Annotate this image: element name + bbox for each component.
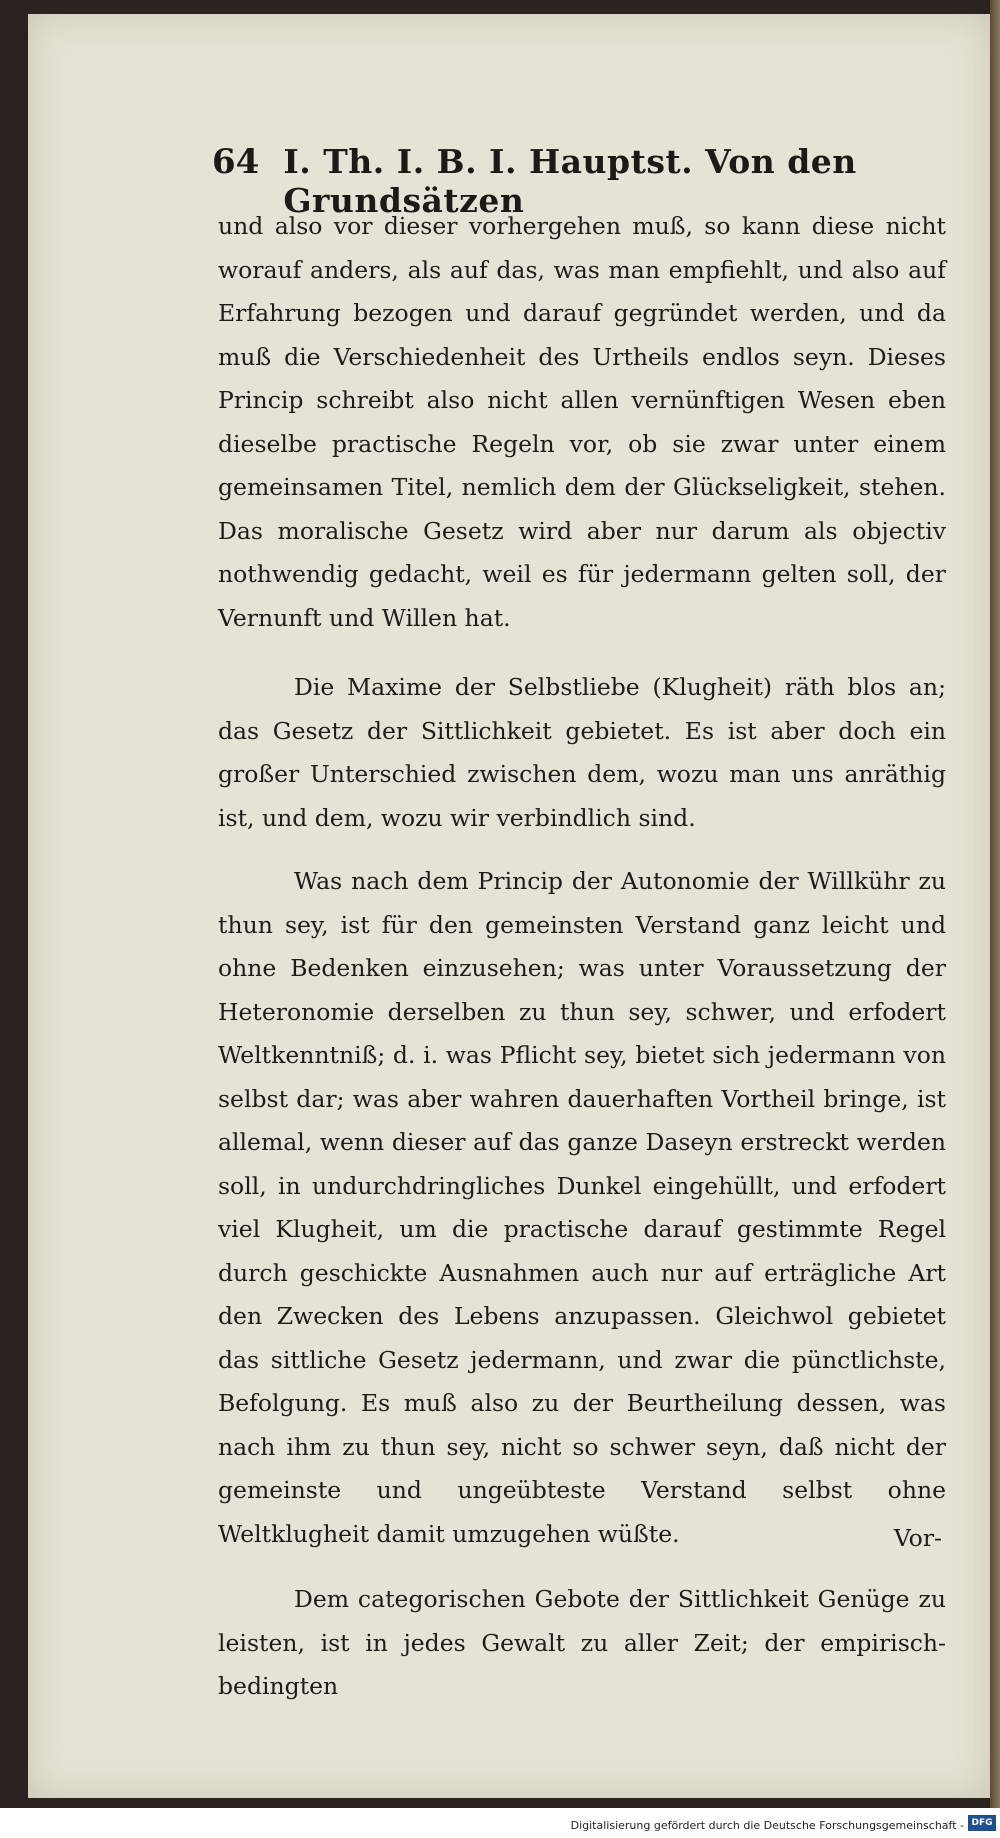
paragraph-1: und also vor dieser vorhergehen muß, so kann diese nicht worauf anders, als auf das, was man empfiehlt, und also auf Erfahrung bezogen und darauf gegründet werden, und da muß die Verschiedenheit des Urtheils endlos seyn. Dieses Princip schreibt also nicht allen vernünftigen Wesen eben dieselbe practische Regeln vor, ob sie zwar unter einem gemeinsamen Titel, nemlich dem der Glückseligkeit, stehen. Das moralische Gesetz wird aber nur darum als objectiv nothwendig gedacht, weil es für jedermann gelten soll, der Vernunft und Willen hat. [218,212,946,632]
dfg-logo: DFG [968,1815,996,1831]
paragraph-4: Dem categorischen Gebote der Sittlichkeit Genüge zu leisten, ist in jedes Gewalt zu aller Zeit; der empirisch-bedingten [218,1585,946,1700]
page-edge [990,0,1000,1808]
running-head: I. Th. I. B. I. Hauptst. Von den Grundsätzen [283,142,857,220]
page-number: 64 [212,142,260,182]
body-text [218,205,946,1709]
paragraph-3: Was nach dem Princip der Autonomie der Willkühr zu thun sey, ist für den gemeinsten Verstand ganz leicht und ohne Bedenken einzusehen; was unter Voraussetzung der Heteronomie derselben zu thun sey, schwer, und erfodert Weltkenntniß; d. i. was Pflicht sey, bietet sich jedermann von selbst dar; was aber wahren dauerhaften Vortheil bringe, ist allemal, wenn dieser auf das ganze Daseyn erstreckt werden soll, in undurchdringliches Dunkel eingehüllt, und erfodert viel Klugheit, um die practische darauf gestimmte Regel durch geschickte Ausnahmen auch nur auf erträgliche Art den Zwecken des Lebens anzupassen. Gleichwol gebietet das sittliche Gesetz jedermann, und zwar die pünctlichste, Befolgung. Es muß also zu der Beurtheilung dessen, was nach ihm zu thun sey, nicht so schwer seyn, daß nicht der gemeinste und ungeübteste Verstand selbst ohne Weltklugheit damit umzugehen wüßte. [218,867,946,1548]
catchword: Vor- [893,1524,942,1552]
funding-credit: Digitalisierung gefördert durch die Deutsche Forschungsgemeinschaft - [570,1819,964,1832]
paragraph-2: Die Maxime der Selbstliebe (Klugheit) räth blos an; das Gesetz der Sittlichkeit gebietet. Es ist aber doch ein großer Unterschied zwischen dem, wozu man uns anräthig ist, und dem, wozu wir verbindlich sind. [218,673,946,832]
